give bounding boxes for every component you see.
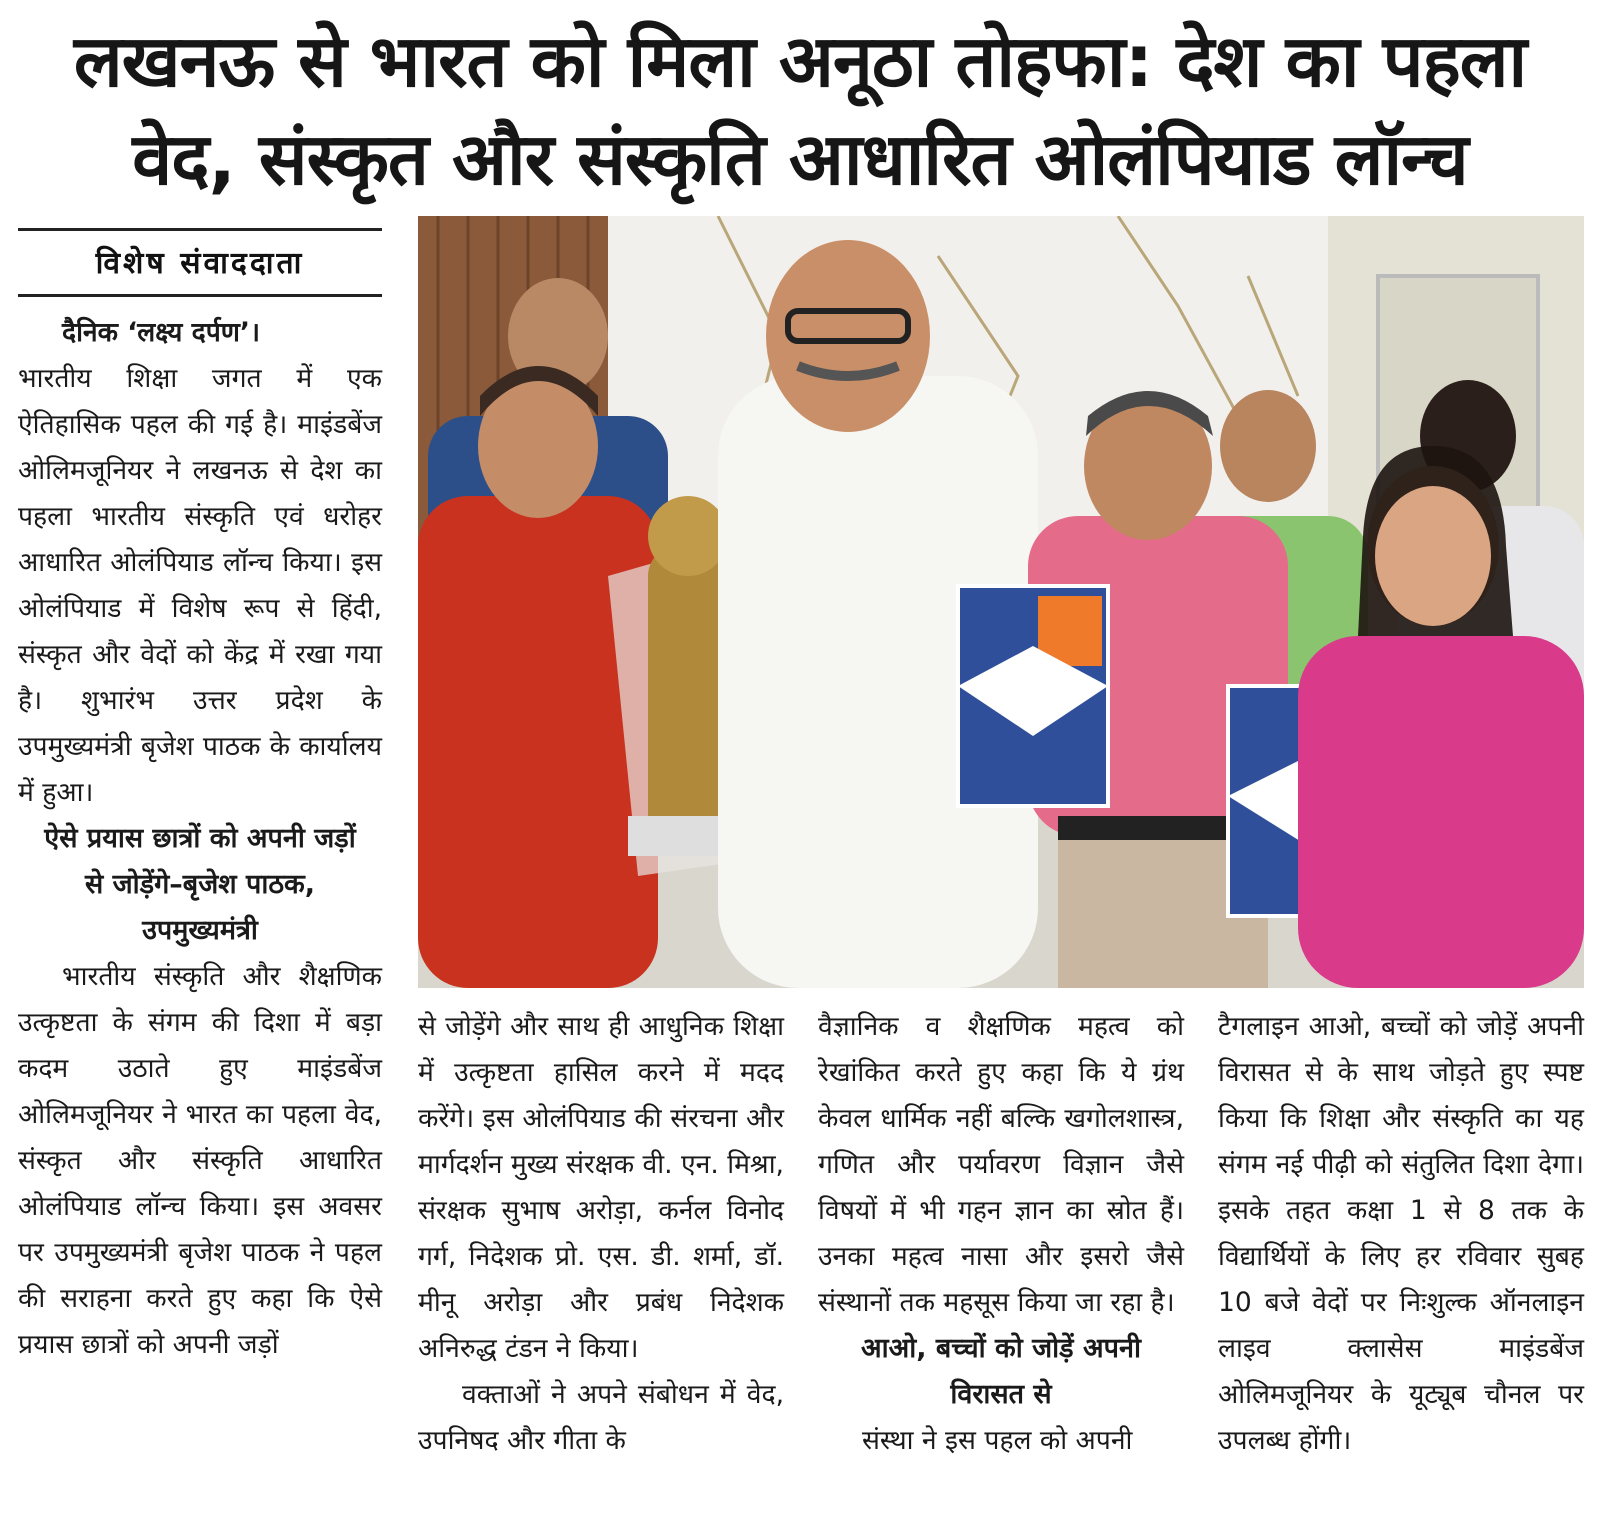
dateline: दैनिक ‘लक्ष्य दर्पण’। <box>62 317 261 348</box>
byline: विशेष संवाददाता <box>95 246 305 281</box>
article-column-3 <box>818 1004 1184 1464</box>
news-photo <box>418 216 1584 988</box>
article-paragraph: वक्ताओं ने अपने संबोधन में वेद, उपनिषद और गीता के <box>418 1379 784 1456</box>
byline-top-rule <box>18 228 382 231</box>
article-column-1 <box>18 310 382 1368</box>
article-column-2 <box>418 1004 784 1464</box>
article-paragraph: वैज्ञानिक व शैक्षणिक महत्व को रेखांकित करते हुए कहा कि ये ग्रंथ केवल धार्मिक नहीं बल्कि खगोलशास्त्र, गणित और पर्यावरण विज्ञान जैसे विषयों में भी गहन ज्ञान का स्रोत हैं। उनका महत्व नासा और इसरो जैसे संस्थानों तक महसूस किया जा रहा है। <box>818 1011 1184 1318</box>
headline <box>14 12 1586 208</box>
article-paragraph: संस्था ने इस पहल को अपनी <box>862 1425 1133 1456</box>
byline-bottom-rule <box>18 294 382 297</box>
subheading: ऐसे प्रयास छात्रों को अपनी जड़ों से जोड़ेंगे–बृजेश पाठक, उपमुख्यमंत्री <box>44 823 356 946</box>
article-paragraph: भारतीय संस्कृति और शैक्षणिक उत्कृष्टता के संगम की दिशा में बड़ा कदम उठाते हुए माइंडबेंज ओलिमजूनियर ने भारत का पहला वेद, संस्कृत और संस्कृति आधारित ओलंपियाड लॉन्च किया। इस अवसर पर उपमुख्यमंत्री बृजेश पाठक ने पहल की सराहना करते हुए कहा कि ऐसे प्रयास छात्रों को अपनी जड़ों <box>18 961 382 1360</box>
headline-line-2: वेद, संस्कृत और संस्कृति आधारित ओलंपियाड लॉन्च <box>132 117 1468 201</box>
article-paragraph: टैगलाइन आओ, बच्चों को जोड़ें अपनी विरासत से के साथ जोड़ते हुए स्पष्ट किया कि शिक्षा और संस्कृति का यह संगम नई पीढ़ी को संतुलित दिशा देगा। इसके तहत कक्षा 1 से 8 तक के विद्यार्थियों के लिए हर रविवार सुबह 10 बजे वेदों पर निःशुल्क ऑनलाइन लाइव क्लासेस माइंडबेंज ओलिमजूनियर के यूट्यूब चौनल पर उपलब्ध होंगी। <box>1218 1011 1584 1456</box>
article-paragraph: भारतीय शिक्षा जगत में एक ऐतिहासिक पहल की गई है। माइंडबेंज ओलिमजूनियर ने लखनऊ से देश का पहला भारतीय संस्कृति एवं धरोहर आधारित ओलंपियाड लॉन्च किया। इस ओलंपियाड में विशेष रूप से हिंदी, संस्कृत और वेदों को केंद्र में रखा गया है। शुभारंभ उत्तर प्रदेश के उपमुख्यमंत्री बृजेश पाठक के कार्यालय में हुआ। <box>18 363 382 808</box>
subheading: आओ, बच्चों को जोड़ें अपनी विरासत से <box>861 1333 1141 1410</box>
article-paragraph: से जोड़ेंगे और साथ ही आधुनिक शिक्षा में उत्कृष्टता हासिल करने में मदद करेंगे। इस ओलंपियाड की संरचना और मार्गदर्शन मुख्य संरक्षक वी. एन. मिश्रा, संरक्षक सुभाष अरोड़ा, कर्नल विनोद गर्ग, निदेशक प्रो. एस. डी. शर्मा, डॉ. मीनू अरोड़ा और प्रबंध निदेशक अनिरुद्ध टंडन ने किया। <box>418 1011 784 1364</box>
headline-line-1: लखनऊ से भारत को मिला अनूठा तोहफा: देश का पहला <box>73 19 1527 103</box>
article-column-4 <box>1218 1004 1584 1464</box>
photo-illustration <box>418 216 1584 988</box>
